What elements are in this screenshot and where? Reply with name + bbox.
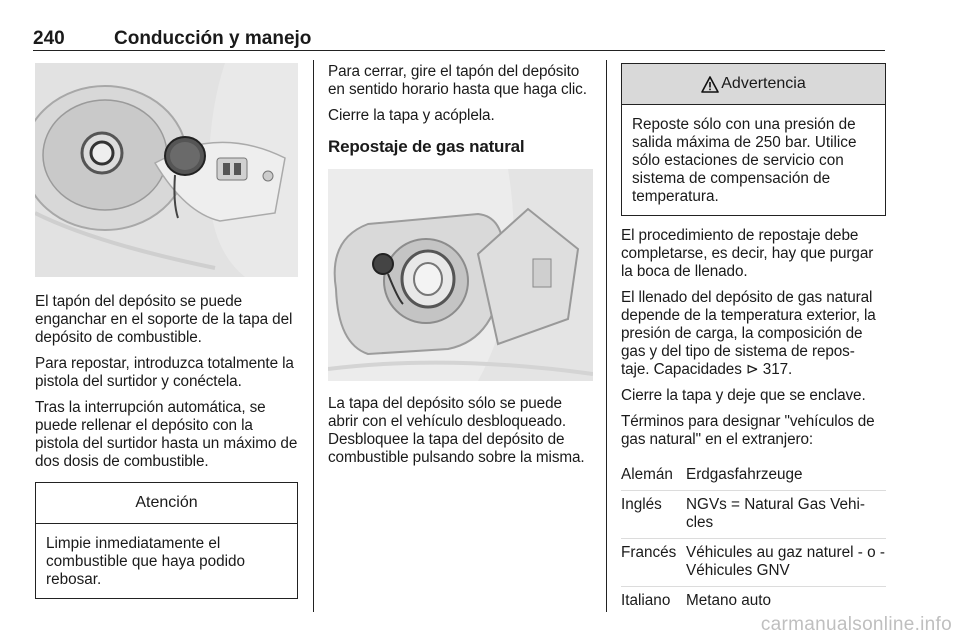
- paragraph: Para cerrar, gire el tapón del depósito en sentido horario hasta que haga clic.: [328, 63, 587, 98]
- warning-title: Advertencia: [721, 75, 806, 92]
- warning-body: Reposte sólo con una presión de salida máxima de 250 bar. Utilice sólo estaciones de servicio con sistema de compensación de temperatura.: [632, 116, 857, 205]
- column-middle: [328, 63, 593, 475]
- fuel-cap-illustration: [35, 63, 298, 277]
- term-value: Véhicules au gaz naturel - o - Véhicules GNV: [686, 544, 885, 579]
- table-row: [621, 461, 886, 491]
- paragraph: Para repostar, introduzca totalmente la pistola del surtidor y conéctela.: [35, 355, 294, 390]
- table-row: [621, 539, 886, 587]
- paragraph: Tras la interrupción automática, se puede rellenar el depósito con la pistola del surtidor hasta un máximo de dos dosis de combustible.: [35, 399, 298, 470]
- terms-table: [621, 461, 886, 616]
- paragraph: Cierre la tapa y acóplela.: [328, 107, 495, 124]
- warning-triangle-icon: [701, 76, 719, 93]
- paragraph: Cierre la tapa y deje que se enclave.: [621, 387, 866, 404]
- page-number: 240: [33, 28, 65, 49]
- term-language: Italiano: [621, 592, 671, 609]
- site-watermark: carmanualsonline.info: [760, 614, 952, 635]
- term-value: Metano auto: [686, 592, 772, 609]
- term-language: Alemán: [621, 466, 673, 483]
- paragraph: El llenado del depósito de gas natural depende de la temperatura exterior, la presión de carga, la composición de gas y del tipo de sistema de repos‐ taje. Capacidades ⊳ 317.: [621, 289, 876, 378]
- term-value: Erdgasfahrzeuge: [686, 466, 803, 483]
- term-value: NGVs = Natural Gas Vehi‐ cles: [686, 496, 865, 531]
- page-reference[interactable]: 317: [762, 361, 789, 378]
- paragraph: Términos para designar "vehículos de gas natural" en el extranjero:: [621, 413, 875, 448]
- chapter-title: Conducción y manejo: [114, 28, 312, 49]
- paragraph: El tapón del depósito se puede enganchar en el soporte de la tapa del depósito de combustible.: [35, 293, 293, 346]
- section-heading: Repostaje de gas natural: [328, 137, 525, 156]
- table-row: [621, 491, 886, 539]
- notice-body: Limpie inmediatamente el combustible que haya podido rebosar.: [46, 535, 246, 588]
- column-left: [35, 63, 298, 599]
- notice-box: [35, 482, 298, 599]
- gas-filler-illustration: [328, 169, 593, 381]
- page-reference-arrow-icon: ⊳: [745, 361, 763, 378]
- term-language: Francés: [621, 544, 677, 561]
- paragraph-text: El llenado del depósito de gas natural depende de la temperatura exterior, la presión de carga, la composición de gas y del tipo de sistema de repos‐ taje. Capacidades: [621, 289, 876, 378]
- notice-title: Atención: [36, 483, 297, 524]
- table-row: [621, 587, 886, 616]
- paragraph: El procedimiento de repostaje debe completarse, es decir, hay que purgar la boca de llenado.: [621, 227, 874, 280]
- warning-header: [622, 64, 885, 105]
- column-divider: [606, 60, 607, 612]
- paragraph: La tapa del depósito sólo se puede abrir con el vehículo desbloqueado. Desbloquee la tapa del depósito de combustible pulsando sobre la misma.: [328, 395, 585, 466]
- column-divider: [313, 60, 314, 612]
- column-right: [621, 63, 886, 616]
- page-header: [33, 26, 885, 51]
- term-language: Inglés: [621, 496, 662, 513]
- warning-box: [621, 63, 886, 216]
